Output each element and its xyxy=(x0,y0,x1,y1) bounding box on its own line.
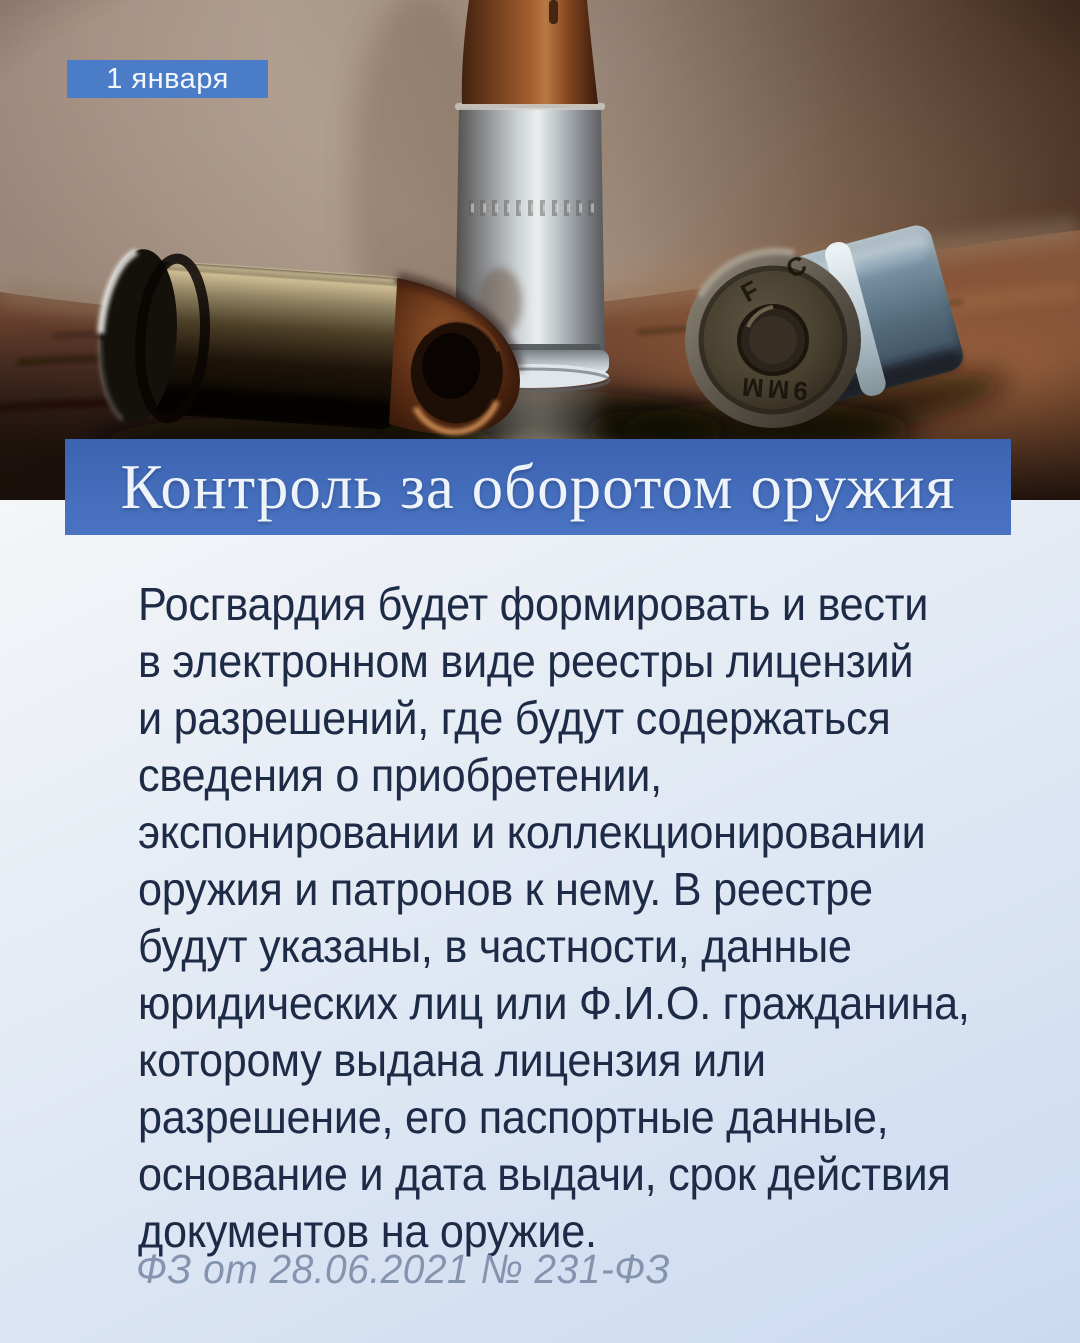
body-text-line: юридических лиц или Ф.И.О. гражданина, xyxy=(138,977,970,1029)
body-text-line: которому выдана лицензия или xyxy=(138,1034,766,1086)
body-text-line: экспонировании и коллекционировании xyxy=(138,806,926,858)
title-banner xyxy=(65,439,1011,535)
body-text-line: и разрешений, где будут содержаться xyxy=(138,692,891,744)
body-text-line: Росгвардия будет формировать и вести xyxy=(138,578,929,630)
law-reference-text: ФЗ от 28.06.2021 № 231-ФЗ xyxy=(136,1246,671,1292)
body-text-line: будут указаны, в частности, данные xyxy=(138,920,852,972)
law-reference xyxy=(136,1246,670,1293)
body-text-line: в электронном виде реестры лицензий xyxy=(138,635,914,687)
body-text-line: разрешение, его паспортные данные, xyxy=(138,1091,889,1143)
body-text-line: основание и дата выдачи, срок действия xyxy=(138,1148,951,1200)
page-title: Контроль за оборотом оружия xyxy=(120,451,956,522)
body-text xyxy=(138,576,1043,1260)
date-badge-label: 1 января xyxy=(106,63,229,95)
date-badge xyxy=(67,60,268,98)
body-text-line: оружия и патронов к нему. В реестре xyxy=(138,863,873,915)
body-text-line: сведения о приобретении, xyxy=(138,749,662,801)
body-text-line: документов на оружие. xyxy=(138,1205,597,1257)
